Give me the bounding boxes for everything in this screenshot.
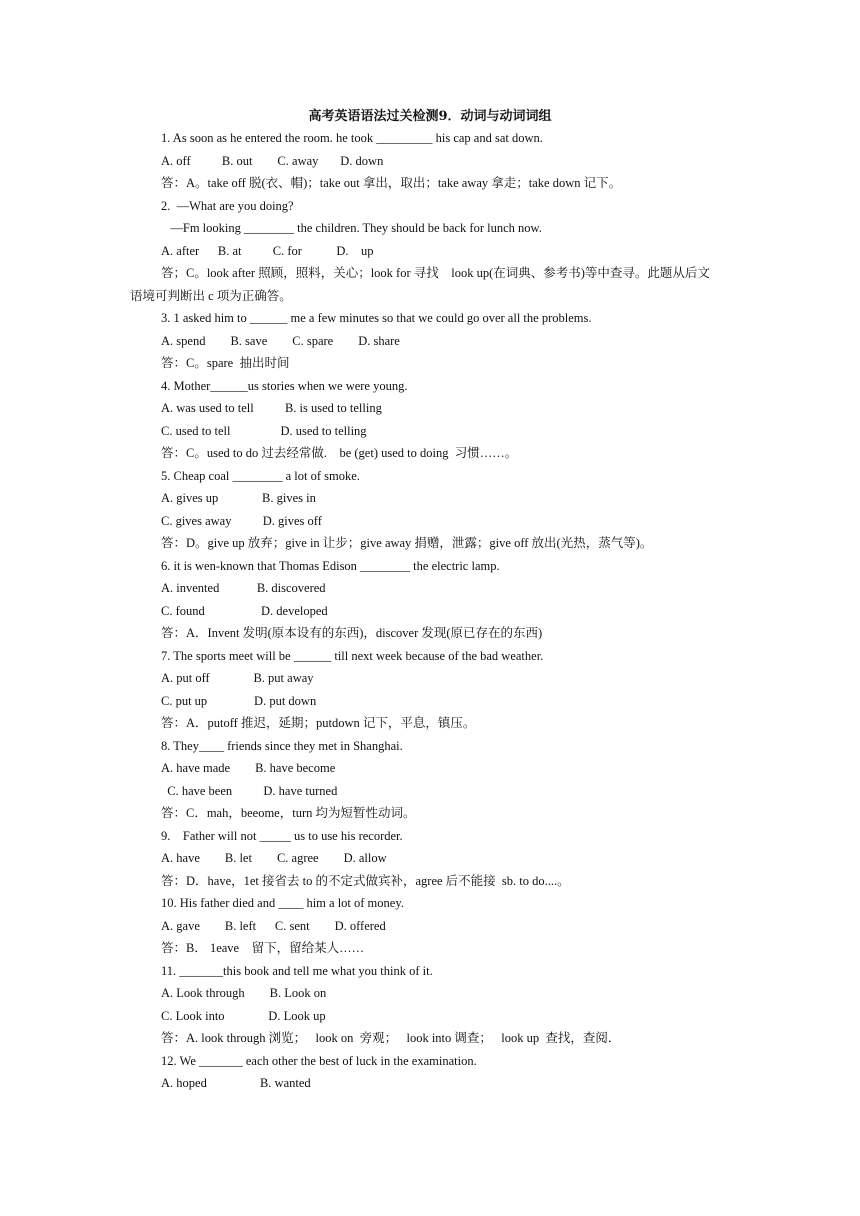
answer-1: 答：A。take off 脱(衣、帽)；take out 拿出，取出；take away 拿走；take down 记下。	[161, 176, 622, 190]
answer-11: 答：A. look through 浏览； look on 旁观； look into 调查； look up 查找，查阅．	[161, 1031, 621, 1045]
options-11-row-2: C. Look into D. Look up	[161, 1009, 326, 1023]
document-title: 高考英语语法过关检测9．动词与动词词组	[308, 109, 552, 124]
options-12-row-1: A. hoped B. wanted	[161, 1076, 311, 1090]
options-2: A. after B. at C. for D. up	[161, 244, 374, 258]
answer-8: 答：C．mah，beeome，turn 均为短暂性动词。	[161, 806, 416, 820]
answer-2: 答；C。look after 照顾，照料，关心；look for 寻找 look up(在词典、参考书)等中查寻。此题从后文	[161, 266, 710, 280]
question-4: 4. Mother______us stories when we were young.	[161, 379, 408, 393]
question-7: 7. The sports meet will be ______ till next week because of the bad weather.	[161, 649, 544, 663]
answer-2-continued: 语境可判断出 c 项为正确答。	[130, 289, 292, 303]
question-9: 9. Father will not _____ us to use his recorder.	[161, 829, 403, 843]
answer-7: 答：A．putoff 推迟，延期；putdown 记下，平息，镇压。	[161, 716, 476, 730]
question-10: 10. His father died and ____ him a lot of money.	[161, 896, 404, 910]
options-9: A. have B. let C. agree D. allow	[161, 851, 387, 865]
answer-3: 答：C。spare 抽出时间	[161, 356, 290, 370]
question-12: 12. We _______ each other the best of luck in the examination.	[161, 1054, 477, 1068]
options-4-row-1: A. was used to tell B. is used to telling	[161, 401, 382, 415]
question-8: 8. They____ friends since they met in Shanghai.	[161, 739, 403, 753]
answer-6: 答：A．Invent 发明(原本设有的东西)，discover 发现(原已存在的东西)	[161, 626, 543, 640]
options-6-row-2: C. found D. developed	[161, 604, 328, 618]
answer-5: 答：D。give up 放弃；give in 让步；give away 捐赠，泄露；give off 放出(光热，蒸气等)。	[161, 536, 653, 550]
answer-10: 答：B． 1eave 留下，留给某人……	[161, 941, 365, 955]
question-2-line-2: —Fm looking ________ the children. They should be back for lunch now.	[161, 221, 542, 235]
options-5-row-2: C. gives away D. gives off	[161, 514, 322, 528]
options-4-row-2: C. used to tell D. used to telling	[161, 424, 367, 438]
answer-4: 答：C。used to do 过去经常做. be (get) used to doing 习惯……。	[161, 446, 518, 460]
question-2: 2. —What are you doing?	[161, 199, 294, 213]
options-11-row-1: A. Look through B. Look on	[161, 986, 327, 1000]
options-10: A. gave B. left C. sent D. offered	[161, 919, 386, 933]
options-5-row-1: A. gives up B. gives in	[161, 491, 316, 505]
question-1: 1. As soon as he entered the room. he took _________ his cap and sat down.	[161, 131, 543, 145]
options-6-row-1: A. invented B. discovered	[161, 581, 326, 595]
question-3: 3. 1 asked him to ______ me a few minutes so that we could go over all the problems.	[161, 311, 592, 325]
options-8-row-1: A. have made B. have become	[161, 761, 336, 775]
answer-9: 答：D．have，1et 接省去 to 的不定式做宾补，agree 后不能接 sb. to do....。	[161, 874, 570, 888]
question-11: 11. _______this book and tell me what you think of it.	[161, 964, 433, 978]
options-3: A. spend B. save C. spare D. share	[161, 334, 400, 348]
question-6: 6. it is wen-known that Thomas Edison ________ the electric lamp.	[161, 559, 500, 573]
options-1: A. off B. out C. away D. down	[161, 154, 384, 168]
options-7-row-1: A. put off B. put away	[161, 671, 314, 685]
options-7-row-2: C. put up D. put down	[161, 694, 317, 708]
options-8-row-2: C. have been D. have turned	[161, 784, 338, 798]
question-5: 5. Cheap coal ________ a lot of smoke.	[161, 469, 360, 483]
